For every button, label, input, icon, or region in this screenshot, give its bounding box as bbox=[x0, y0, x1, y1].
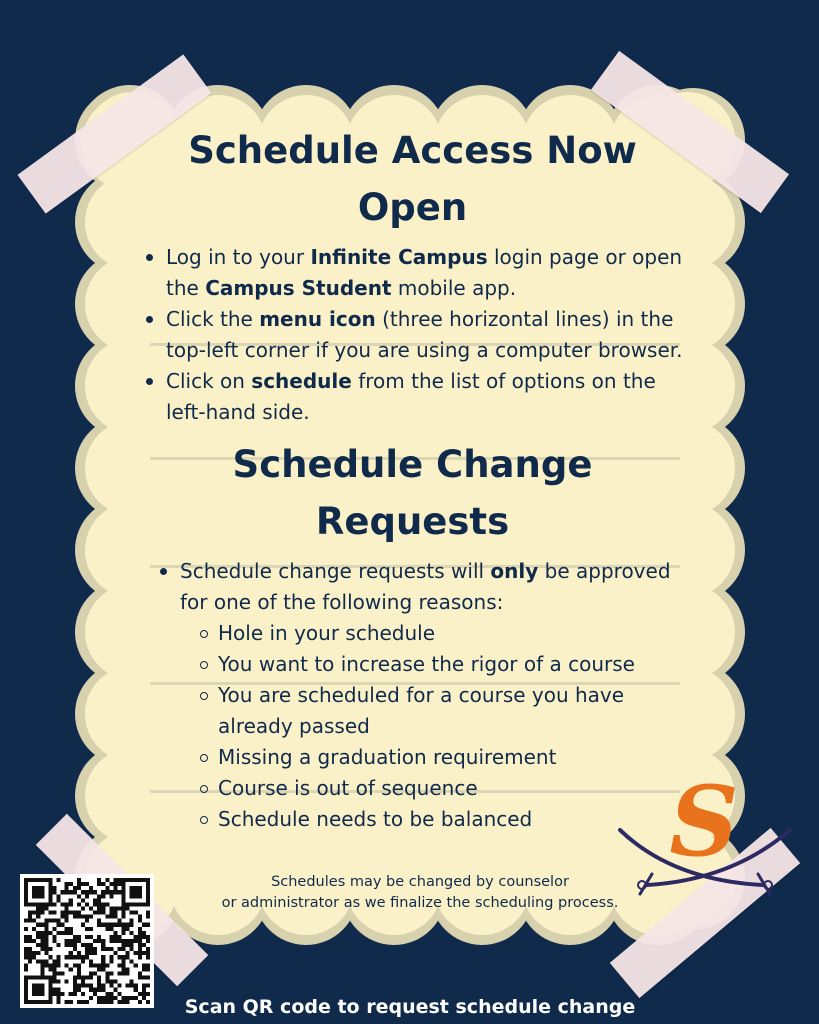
school-logo bbox=[612, 760, 797, 900]
list-item: Click on schedule from the list of options on the left-hand side. bbox=[140, 366, 685, 428]
scheduling-note: Schedules may be changed by counselor or administrator as we finalize the scheduling process. bbox=[221, 874, 619, 911]
list-item: Log in to your Infinite Campus login page or open the Campus Student mobile app. bbox=[140, 242, 685, 304]
qr-code-icon[interactable] bbox=[20, 874, 154, 1008]
s-logo-icon: S bbox=[669, 765, 739, 878]
list-item: Schedule change requests will only be approved for one of the following reasons: Hole in your schedule You want to increase the rigor of a course You are scheduled for a course you have already passed Missing a graduation requirement Course is out of sequence Schedule needs to be balanced bbox=[154, 556, 685, 835]
reason-item: Schedule needs to be balanced bbox=[180, 804, 685, 835]
reason-item: Missing a graduation requirement bbox=[180, 742, 685, 773]
reason-item: You want to increase the rigor of a course bbox=[180, 649, 685, 680]
reasons-list bbox=[180, 618, 685, 835]
infinite-campus-link-text: Infinite Campus bbox=[310, 245, 488, 269]
list-item: Click the menu icon (three horizontal lines) in the top-left corner if you are using a computer browser. bbox=[140, 304, 685, 366]
change-requests-list bbox=[154, 556, 685, 835]
access-steps-list bbox=[140, 242, 685, 428]
reason-item: Hole in your schedule bbox=[180, 618, 685, 649]
reason-item: Course is out of sequence bbox=[180, 773, 685, 804]
qr-caption: Scan QR code to request schedule change bbox=[184, 996, 636, 1018]
section-title-change-requests: Schedule Change Requests bbox=[232, 443, 593, 543]
section-title-schedule-access: Schedule Access Now Open bbox=[188, 129, 637, 229]
reason-item: You are scheduled for a course you have already passed bbox=[180, 680, 685, 742]
flyer-content bbox=[140, 122, 685, 835]
